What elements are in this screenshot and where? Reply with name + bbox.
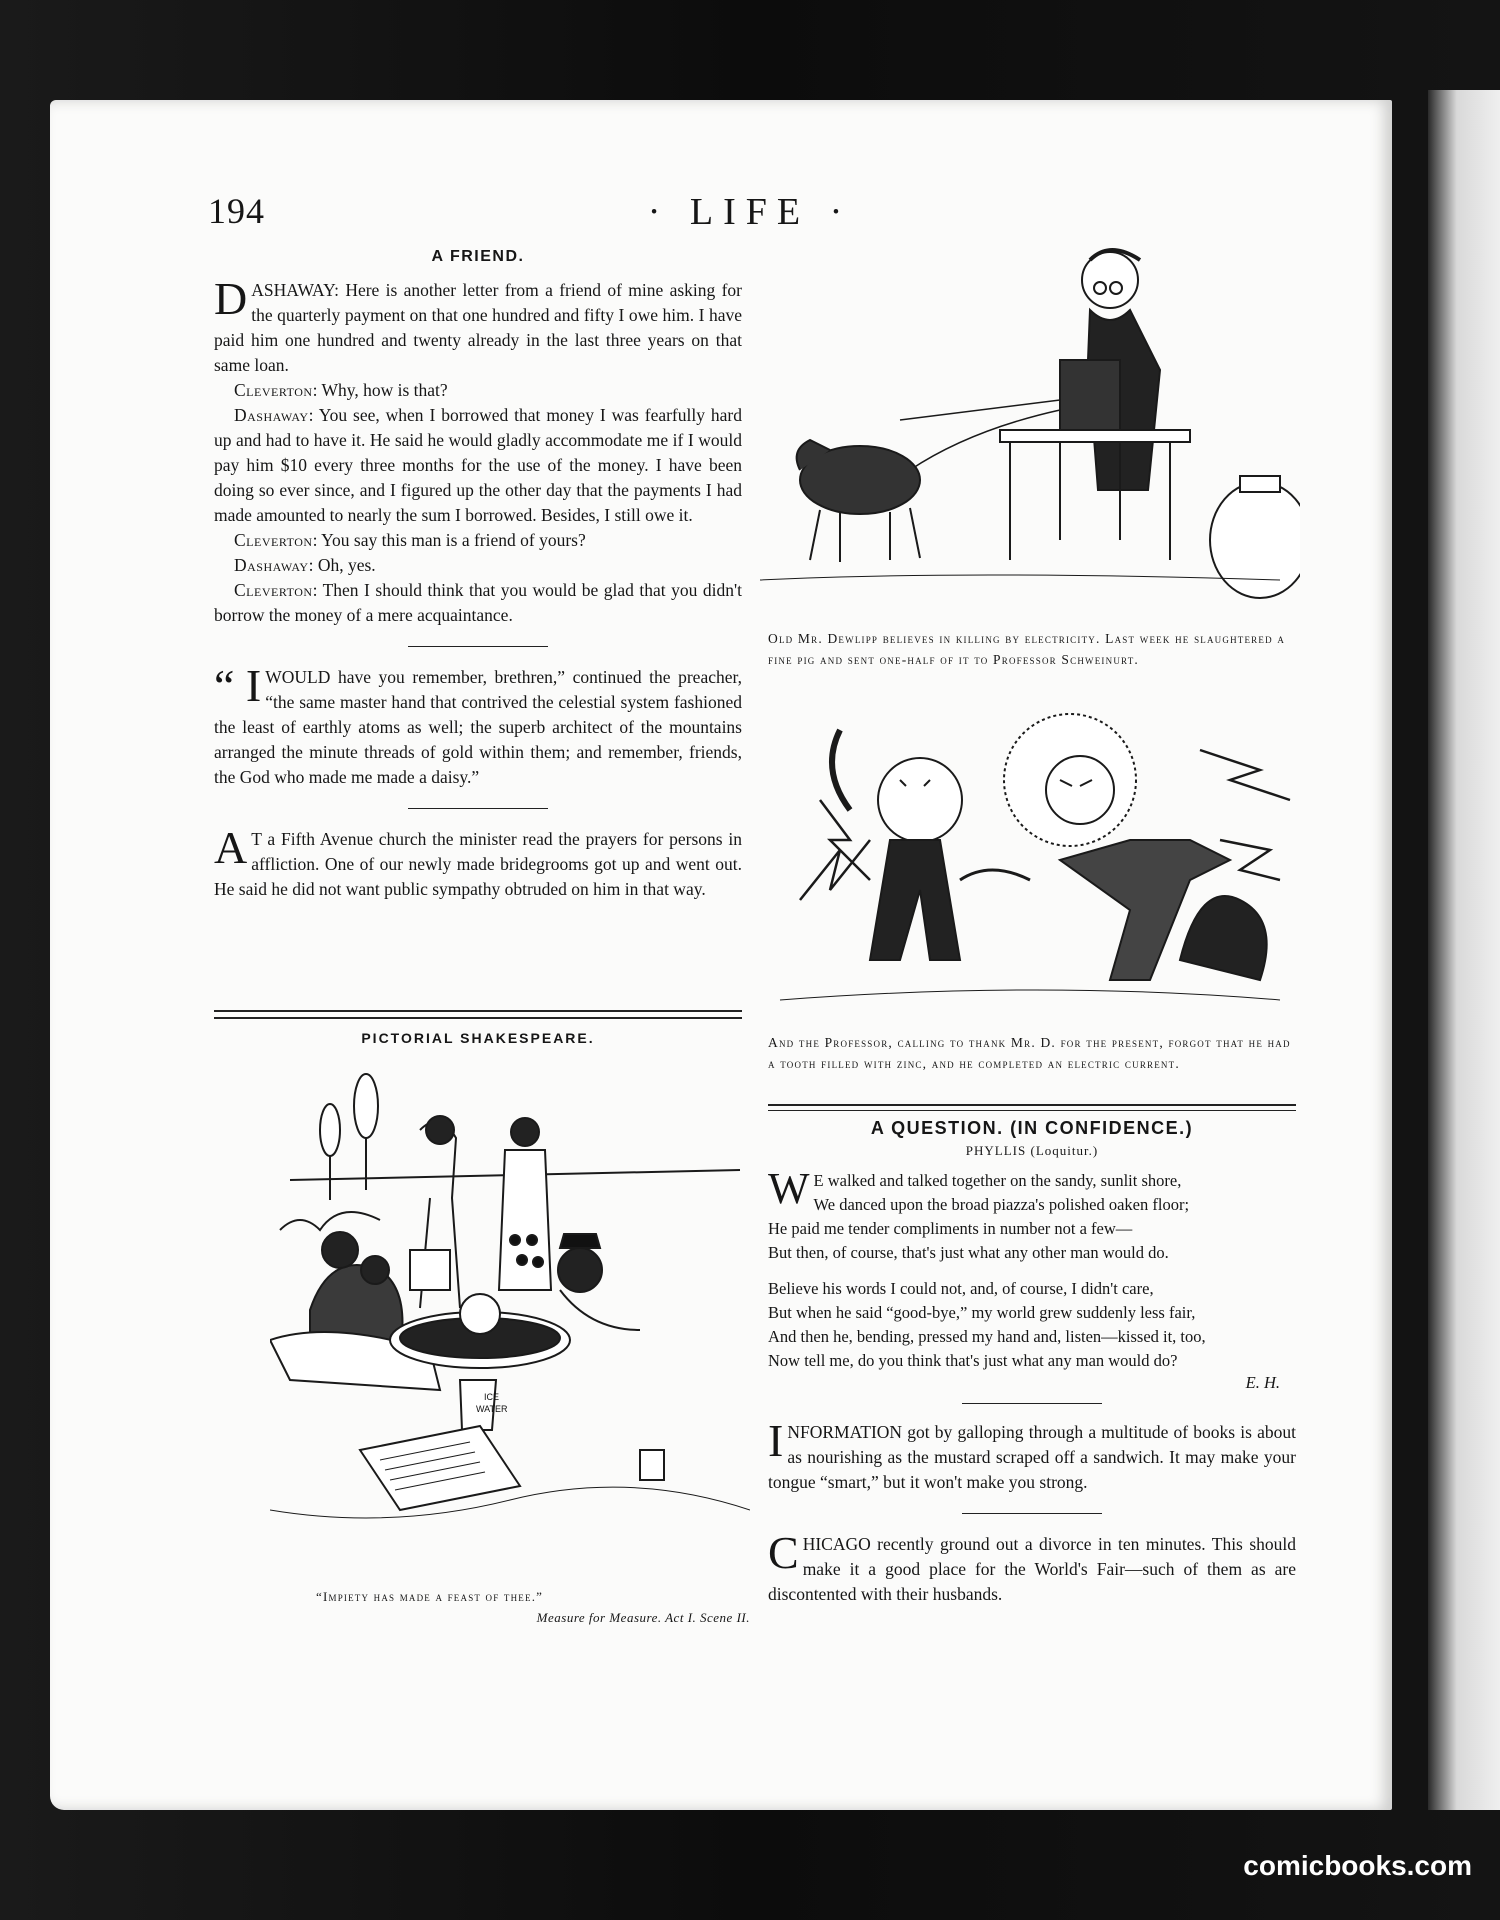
article-friend [214, 273, 742, 628]
article-title-question: A QUESTION. (IN CONFIDENCE.) [870, 1118, 1194, 1138]
pictorial-caption [290, 1586, 750, 1628]
left-column [214, 248, 742, 902]
caption-quote: “Impiety has made a feast of thee.” [316, 1589, 544, 1604]
speaker: Cleverton [234, 380, 313, 400]
section-divider [768, 1104, 1296, 1111]
section-divider [214, 1010, 742, 1019]
speaker: Dashaway [234, 405, 309, 425]
paragraph: NFORMATION got by galloping through a multitude of books is about as nourishing as the mustard scraped off a sandwich. It may make your tongue “smart,” but it won't make you strong. [768, 1422, 1296, 1492]
poem-line: But when he said “good-bye,” my world grew suddenly less fair, [768, 1303, 1196, 1322]
poem-line: And then he, bending, pressed my hand and, listen—kissed it, too, [768, 1327, 1206, 1346]
dropcap: W [768, 1164, 810, 1213]
paragraph: ASHAWAY: Here is another letter from a friend of mine asking for the quarterly payment on that one hundred and fifty I owe him. I have paid him one hundred and twenty already in the last three years on that same loan. [214, 280, 742, 375]
speaker: Dashaway [234, 555, 309, 575]
caption-source: Measure for Measure. Act I. Scene II. [536, 1610, 750, 1625]
site-watermark: comicbooks.com [1243, 1850, 1472, 1881]
poem-signature: E. H. [1245, 1373, 1280, 1392]
paragraph: : You say this man is a friend of yours? [312, 530, 586, 550]
poem-line: But then, of course, that's just what any other man would do. [768, 1243, 1169, 1262]
poem-stanza-1 [768, 1164, 1296, 1265]
divider [962, 1513, 1102, 1514]
article-chicago [768, 1527, 1296, 1607]
dropcap: “ I [214, 660, 262, 711]
paragraph: : Oh, yes. [308, 555, 376, 575]
professor-shock-illustration [760, 700, 1300, 1030]
dropcap: A [214, 822, 248, 873]
right-column [768, 1118, 1296, 1607]
poem-line: He paid me tender compliments in number not a few— [768, 1219, 1133, 1238]
page-number: 194 [208, 191, 265, 231]
article-preacher [214, 660, 742, 790]
dropcap: C [768, 1527, 799, 1578]
divider [408, 808, 548, 809]
poem-line: Believe his words I could not, and, of course, I didn't care, [768, 1279, 1154, 1298]
poem-author: PHYLLIS (Loquitur.) [965, 1143, 1099, 1158]
paragraph: : You see, when I borrowed that money I was fearfully hard up and had to have it. He said he would gladly accommodate me if I would pay him $10 every three months for the use of the money. I have been doing so ever since, and I figured up the other day that the payments I had made amounted to nearly the sum I borrowed. Besides, I still owe it. [214, 405, 742, 525]
water-label: WATER [476, 1404, 508, 1414]
masthead: · LIFE · [647, 191, 853, 233]
picnic-illustration [270, 1070, 750, 1570]
ice-label: ICE [484, 1392, 500, 1402]
paragraph: T a Fifth Avenue church the minister read the prayers for persons in affliction. One of our newly made bridegrooms got up and went out. He said he did not want public sympathy obtruded on him in that way. [214, 829, 742, 899]
dropcap: I [768, 1415, 784, 1466]
pig-electricity-illustration [760, 240, 1300, 620]
speaker: Cleverton [234, 580, 313, 600]
adjacent-page-edge [1428, 90, 1500, 1810]
paragraph: HICAGO recently ground out a divorce in ten minutes. This should make it a good place for the World's Fair—such of them as are discontented with their husbands. [768, 1534, 1296, 1604]
divider [408, 646, 548, 647]
dropcap: D [214, 273, 248, 324]
paragraph: : Then I should think that you would be glad that you didn't borrow the money of a mere acquaintance. [214, 580, 742, 625]
speaker: Cleverton [234, 530, 313, 550]
poem-line: E walked and talked together on the sandy, sunlit shore, [813, 1171, 1182, 1190]
pictorial-shakespeare-title: PICTORIAL SHAKESPEARE. [361, 1030, 595, 1046]
electricity-caption-1: Old Mr. Dewlipp believes in killing by electricity. Last week he slaughtered a fine pig and sent one-half of it to Professor Schweinurt. [768, 631, 1286, 667]
paragraph: WOULD have you remember, brethren,” continued the preacher, “the same master hand that contrived the celestial system fashioned the least of earthly atoms as well; the superb architect of the mountains arranged the minute threads of gold within them; and remember, friends, the God who made me made a daisy.” [214, 667, 742, 787]
article-title-friend: A FRIEND. [431, 248, 525, 265]
article-information [768, 1415, 1296, 1495]
paragraph: : Why, how is that? [312, 380, 448, 400]
poem-stanza-2 [768, 1277, 1296, 1373]
poem-line: We danced upon the broad piazza's polished oaken floor; [813, 1195, 1190, 1214]
article-church [214, 822, 742, 902]
divider [962, 1403, 1102, 1404]
electricity-caption-2: And the Professor, calling to thank Mr. D. for the present, forgot that he had a tooth filled with zinc, and he completed an electric current. [768, 1035, 1291, 1071]
poem-line: Now tell me, do you think that's just what any man would do? [768, 1351, 1178, 1370]
